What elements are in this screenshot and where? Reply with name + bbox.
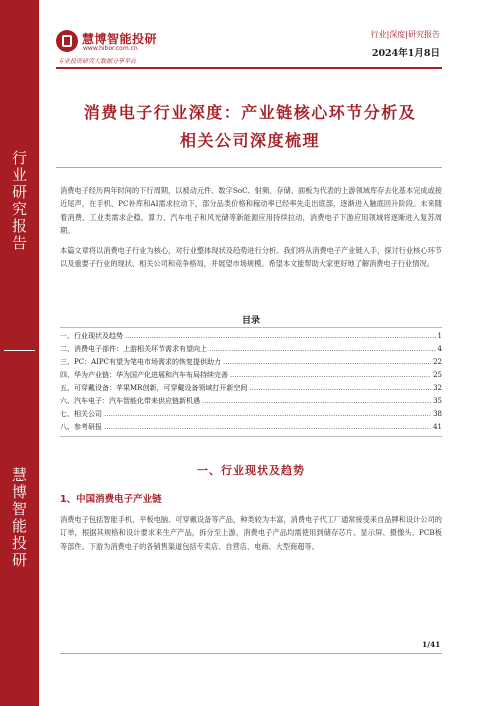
toc-item[interactable]: 六、汽车电子：汽车智能化带来供应链新机遇 ..... 35 xyxy=(60,395,442,408)
toc-top-rule xyxy=(60,327,442,328)
toc-item[interactable]: 八、参考研报 ..... 41 xyxy=(60,421,442,434)
report-title-line-2: 相关公司深度梳理 xyxy=(179,131,320,150)
logo-slogan: 专业投资研究大数据分享平台 xyxy=(58,58,137,65)
intro-paragraph-1: 消费电子经历两年时间的下行周期，以被动元件、数字SoC、射频、存储、面板为代表的上游领域库存去化基本完成或接近尾声，在手机、PC补库和AI需求拉动下，部分品类价格和稼动率已经率先走出底部，逐渐进入触底回升阶段。未来随着消费、工业类需求企稳，算力、汽车电子和风光储等新能源应用持续拉动，消费电子下游应用领域将逐渐进入复苏周期。 xyxy=(60,186,442,236)
toc-item[interactable]: 四、华为产业链：华为国产化进展和汽车布局持续完善 ..... 25 xyxy=(60,369,442,382)
intro-paragraph-2: 本篇文章将以消费电子行业为核心，对行业整体现状及趋势进行分析。我们将从消费电子产业链入手，探讨行业核心环节以及重要子行业的现状、相关公司和竞争格局，并展望市场规模。希望本文能帮助大家更好地了解消费电子行业情况。 xyxy=(60,246,442,269)
page-number: 1/41 xyxy=(422,640,441,649)
report-title-line-1: 消费电子行业深度：产业链核心环节分析及 xyxy=(83,103,417,122)
header-divider xyxy=(56,67,442,69)
report-date: 2024年1月8日 xyxy=(371,48,440,59)
table-of-contents xyxy=(60,330,442,434)
sidebar xyxy=(0,0,39,706)
sidebar-brand xyxy=(0,351,39,706)
toc-item[interactable]: 二、消费电子部件：上游相关环节需求有望向上 ..... 4 xyxy=(60,343,442,356)
sidebar-brand-label: 慧 博 智 能 投 研 xyxy=(11,466,27,569)
section-paragraph: 消费电子包括智能手机、平板电脑、可穿戴设备等产品，种类较为丰富，消费电子代工厂通常接受来自品牌和设计公司的订单，根据其规格和设计要求来生产产品，拆分至上游，消费电子产品均需使用到储存芯片、显示屏、摄像头、PCB板等部件。下游为消费电子的各销售渠道包括专卖店、自营店、电商、大型商超等。 xyxy=(60,515,442,551)
title-divider xyxy=(56,167,442,168)
section-title: 一、行业现状及趋势 xyxy=(197,464,305,477)
toc-item[interactable]: 七、相关公司 ..... 38 xyxy=(60,408,442,421)
company-logo xyxy=(56,28,186,66)
logo-icon xyxy=(56,30,78,52)
toc-bottom-rule xyxy=(60,436,442,437)
sidebar-report-type xyxy=(0,0,39,351)
report-tags: 行业|深度|研究报告 xyxy=(370,30,440,39)
toc-title: 目录 xyxy=(241,316,260,326)
footer-divider xyxy=(60,653,442,654)
logo-name: 慧博智能投研 xyxy=(82,32,158,46)
sidebar-divider xyxy=(4,350,35,351)
sidebar-report-type-label: 行 业 研 究 报 告 xyxy=(11,149,27,252)
toc-item[interactable]: 一、行业现状及趋势 ..... 1 xyxy=(60,330,442,343)
logo-url: www.hibor.com.cn xyxy=(83,45,138,52)
toc-item[interactable]: 三、PC：AIPC有望为笔电市场需求的恢复提供助力 ..... 22 xyxy=(60,356,442,369)
report-title xyxy=(58,99,442,155)
report-header xyxy=(371,29,440,59)
toc-item[interactable]: 五、可穿戴设备：苹果MR创新，可穿戴设备领域打开新空间 ..... 32 xyxy=(60,382,442,395)
section-subtitle: 1、中国消费电子产业链 xyxy=(60,494,162,505)
